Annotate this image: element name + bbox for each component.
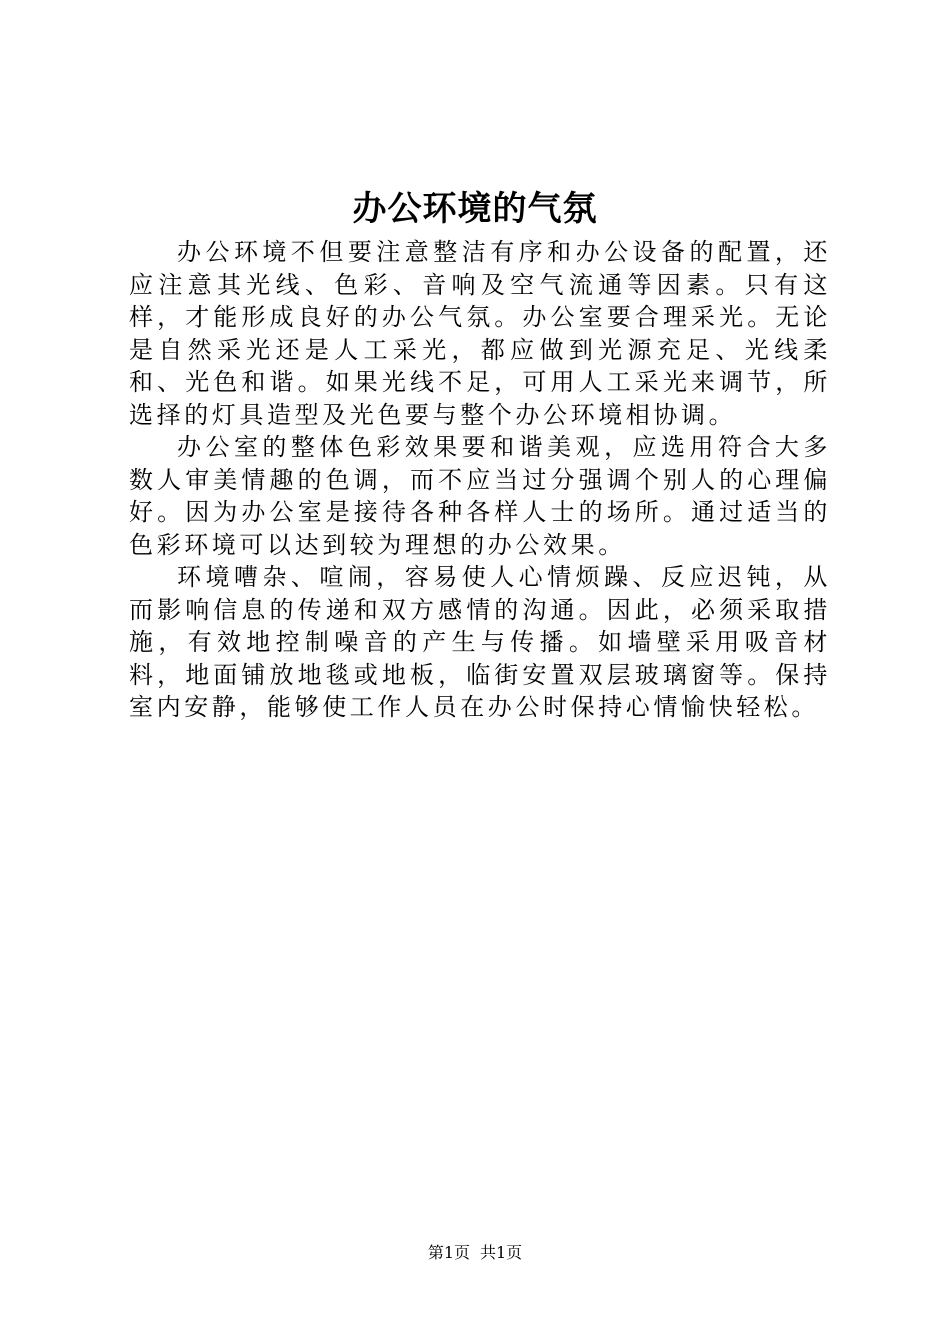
document-body (129, 236, 831, 724)
paragraph-lighting: 办公环境不但要注意整洁有序和办公设备的配置，还应注意其光线、色彩、音响及空气流通等因素。只有这样，才能形成良好的办公气氛。办公室要合理采光。无论是自然采光还是人工采光，都应做到光源充足、光线柔和、光色和谐。如果光线不足，可用人工采光来调节，所选择的灯具造型及光色要与整个办公环境相协调。 (129, 238, 831, 429)
document-title: 办公环境的气氛 (352, 189, 598, 229)
paragraph-color: 办公室的整体色彩效果要和谐美观，应选用符合大多数人审美情趣的色调，而不应当过分强调个别人的心理偏好。因为办公室是接待各种各样人士的场所。通过适当的色彩环境可以达到较为理想的办公效果。 (129, 433, 831, 559)
page-number: 第1页 (427, 1243, 470, 1262)
page-total: 共1页 (480, 1243, 523, 1262)
paragraph-noise: 环境嘈杂、喧闹，容易使人心情烦躁、反应迟钝，从而影响信息的传递和双方感情的沟通。因此，必须采取措施，有效地控制噪音的产生与传播。如墙壁采用吸音材料，地面铺放地毯或地板，临街安置双层玻璃窗等。保持室内安静，能够使工作人员在办公时保持心情愉快轻松。 (129, 563, 831, 721)
page-footer (0, 1242, 950, 1264)
